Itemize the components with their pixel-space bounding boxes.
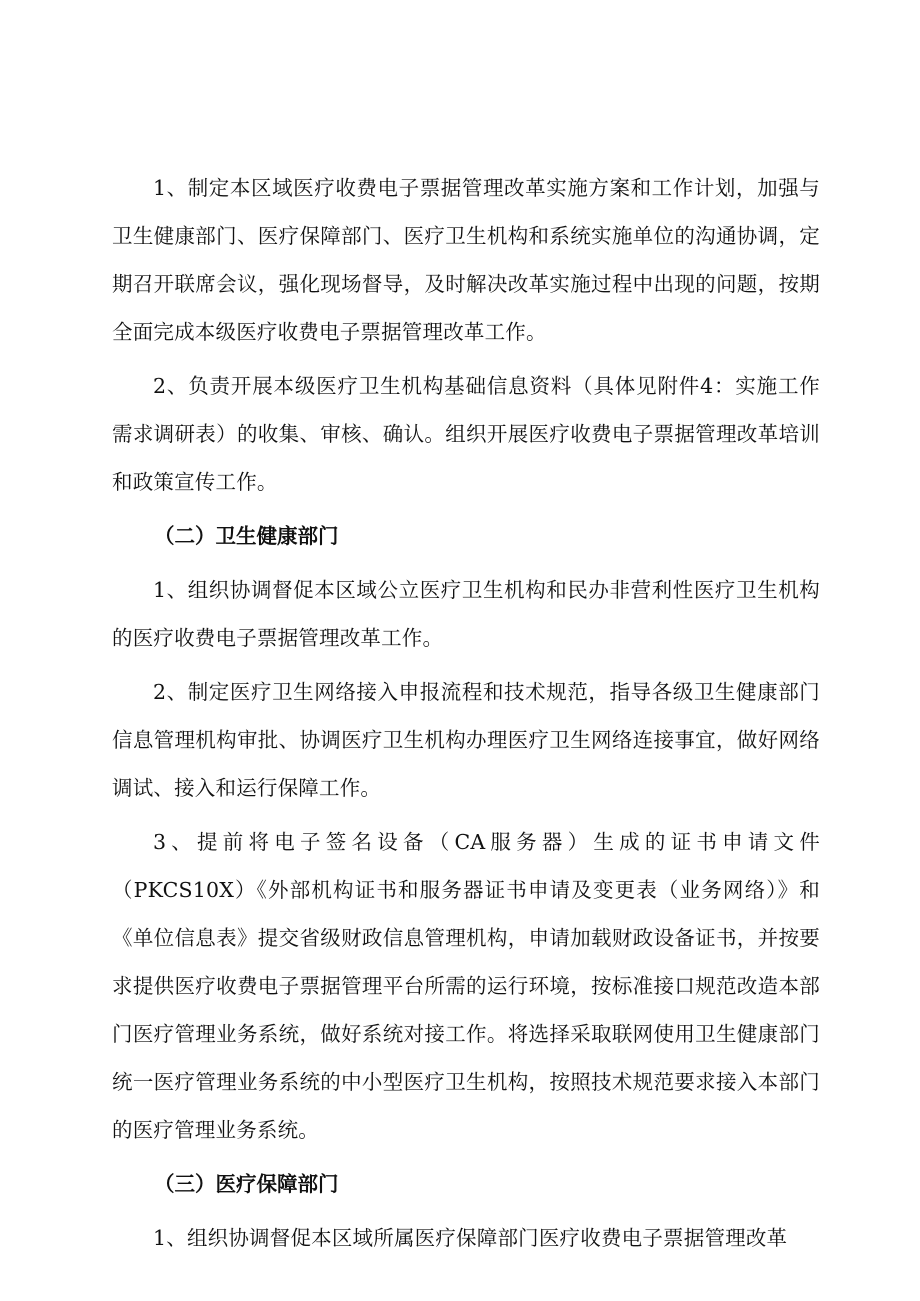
- paragraph-health-3: 3、提前将电子签名设备（CA服务器）生成的证书申请文件（PKCS10X）《外部机构证书和服务器证书申请及变更表（业务网络）》和《单位信息表》提交省级财政信息管理机构，申请加载财政设备证书，并按要求提供医疗收费电子票据管理平台所需的运行环境，按标准接口规范改造本部门医疗管理业务系统，做好系统对接工作。将选择采取联网使用卫生健康部门统一医疗管理业务系统的中小型医疗卫生机构，按照技术规范要求接入本部门的医疗管理业务系统。: [112, 830, 820, 1142]
- section-heading-medical-security: （三）医疗保障部门: [154, 1172, 339, 1196]
- paragraph-medical-security-1: 1、组织协调督促本区域所属医疗保障部门医疗收费电子票据管理改革: [153, 1226, 788, 1250]
- paragraph-finance-2: 2、负责开展本级医疗卫生机构基础信息资料（具体见附件4：实施工作需求调研表）的收集、审核、确认。组织开展医疗收费电子票据管理改革培训和政策宣传工作。: [112, 374, 820, 494]
- paragraph-health-1: 1、组织协调督促本区域公立医疗卫生机构和民办非营利性医疗卫生机构的医疗收费电子票据管理改革工作。: [112, 578, 820, 650]
- paragraph-health-2: 2、制定医疗卫生网络接入申报流程和技术规范，指导各级卫生健康部门信息管理机构审批、协调医疗卫生机构办理医疗卫生网络连接事宜，做好网络调试、接入和运行保障工作。: [112, 680, 820, 800]
- document-page: [112, 164, 820, 1268]
- paragraph-finance-1: 1、制定本区域医疗收费电子票据管理改革实施方案和工作计划，加强与卫生健康部门、医疗保障部门、医疗卫生机构和系统实施单位的沟通协调，定期召开联席会议，强化现场督导，及时解决改革实施过程中出现的问题，按期全面完成本级医疗收费电子票据管理改革工作。: [112, 176, 820, 344]
- section-heading-health: （二）卫生健康部门: [154, 524, 339, 548]
